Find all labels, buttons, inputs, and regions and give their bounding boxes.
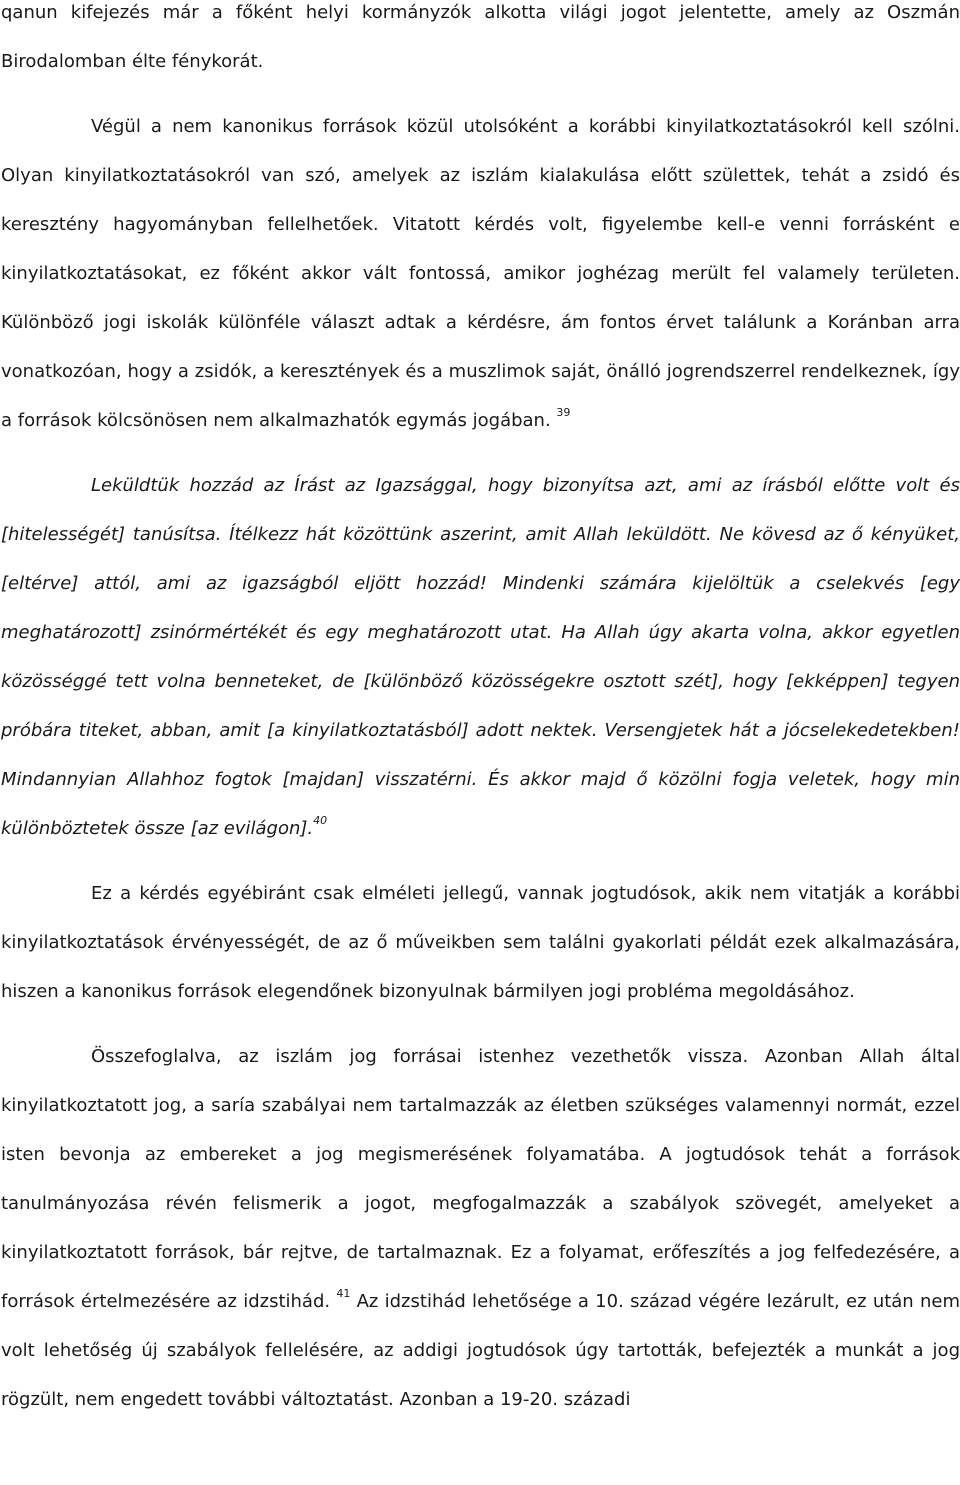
footnote-marker-39: 39 [556,406,571,419]
footnote-marker-41: 41 [336,1287,351,1300]
paragraph-text: Összefoglalva, az iszlám jog forrásai istenhez vezethetők vissza. Azonban Allah által kinyilatkoztatott jog, a saría szabályai nem tartalmazzák az életben szükséges valamennyi normát, ezzel isten bevonja az embereket a jog megismerésének folyamatába. A jogtudósok tehát a források tanulmányozása révén felismerik a jogot, megfogalmazzák a szabályok szövegét, amelyeket a kinyilatkoztatott források, bár rejtve, de tartalmaznak. Ez a folyamat, erőfeszítés a jog felfedezésére, a források értelmezésére az idzstihád. [1,1046,960,1312]
paragraph-earlier-revelations [1,102,960,445]
footnote-marker-40: 40 [313,814,328,827]
paragraph-text: Vitatott kérdés volt, figyelembe kell-e venni forrásként e kinyilatkoztatásokat, ez főként akkor vált fontossá, amikor joghézag merült fel valamely területen. [1,214,960,284]
quran-quote [1,461,960,853]
paragraph-text: Különböző jogi iskolák különféle választ adtak a kérdésre, ám fontos érvet találunk a Koránban arra vonatkozóan, hogy a zsidók, a keresztények és a muszlimok saját, önálló jogrendszerrel rendelkeznek, így a források kölcsönösen nem alkalmazhatók egymás jogában. [1,312,960,431]
paragraph-text: Végül a nem kanonikus források közül utolsóként a korábbi kinyilatkoztatásokról kell szólni. Olyan kinyilatkoztatásokról van szó, amelyek az iszlám kialakulása előtt születtek, tehát a zsidó és keresztény hagyományban fellelhetőek. [1,116,960,235]
paragraph-theoretical-question [1,869,960,1016]
paragraph-text: Az idzstihád lehetősége a 10. század végére lezárult, ez után nem volt lehetőség új szabályok fellelésére, az addigi jogtudósok úgy tartották, befejezték a munkát a jog rögzült, nem engedett további változtatást. Azonban a 19-20. századi [1,1291,960,1410]
paragraph-summary [1,1032,960,1424]
paragraph-text: qanun kifejezés már a főként helyi kormányzók alkotta világi jogot jelentette, amely az Oszmán Birodalomban élte fénykorát. [1,2,960,72]
paragraph-text: Ez a kérdés egyébiránt csak elméleti jellegű, vannak jogtudósok, akik nem vitatják a korábbi kinyilatkoztatások érvényességét, de az ő műveikben sem találni gyakorlati példát ezek alkalmazására, hiszen a kanonikus források elegendőnek bizonyulnak bármilyen jogi probléma megoldásához. [1,883,960,1002]
quote-text: Leküldtük hozzád az Írást az Igazsággal, hogy bizonyítsa azt, ami az írásból előtte volt és [hitelességét] tanúsítsa. Ítélkezz hát közöttünk aszerint, amit Allah leküldött. Ne kövesd az ő kényüket, [eltérve] attól, ami az igazságból eljött hozzád! Mindenki számára kijelöltük a cselekvés [egy meghatározott] zsinórmértékét és egy meghatározott utat. Ha Allah úgy akarta volna, akkor egyetlen közösséggé tett volna benneteket, de [különböző közösségekre osztott szét], hogy [ekképpen] tegyen próbára titeket, abban, amit [a kinyilatkoztatásból] adott nektek. Versengjetek hát a jócselekedetekben! Mindannyian Allahhoz fogtok [majdan] visszatérni. És akkor majd ő közölni fogja veletek, hogy min különböztetek össze [az evilágon]. [1,475,960,839]
paragraph-qanun [1,0,960,86]
